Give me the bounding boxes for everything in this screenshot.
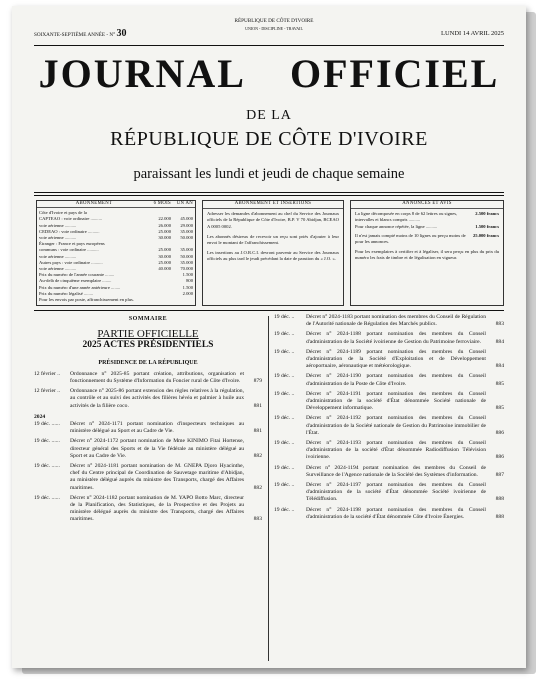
entry-text: Décret n° 2024-1197 portant nomination des membres du Conseil d'administration de la société d'État dénommée Société ivoirienne de Télédiffusion.: [306, 482, 486, 503]
de-la: DE LA: [246, 108, 292, 123]
entry-date: 19 déc. ......: [34, 463, 60, 470]
tarif-unan: 70.000: [180, 266, 193, 272]
annonces-price3: 25.000 francs: [472, 232, 499, 238]
annonces-heading: ANNONCES ET AVIS: [351, 201, 503, 209]
tarif-unan: 1.500: [182, 272, 193, 278]
journal-title: [34, 48, 504, 100]
entry-date: 19 déc. ..: [274, 390, 295, 397]
tarif-label: communs : voie ordinaire ..........: [39, 247, 99, 253]
issue-no: 30: [116, 28, 127, 39]
entry-date: 12 février ..: [34, 370, 61, 377]
partie-officielle: PARTIE OFFICIELLE: [97, 328, 199, 341]
annonces-p3b: pour les annonces.: [355, 239, 390, 245]
tarif-unan: 1.500: [182, 284, 193, 290]
sommaire-entry: [34, 495, 262, 524]
entry-text: Décret n° 2024-1194 portant nomination des membres du Conseil de Surveillance de l'Agence nationale de la Société des Systèmes d'information.: [306, 464, 486, 478]
republic-block: [194, 18, 354, 32]
insertions-p2: Les abonnés désireux de recevoir un reçu sont priés d'ajouter à leur envoi le montant de l'affranchissement.: [207, 233, 339, 246]
entry-text: Décret n° 2024-1181 portant nomination de M. GNEPA Djoro Hyacinthe, chef du Centre principal de Coordination de Sauvetage maritime d'Abidjan, au ministère délégué auprès du ministre des Transports, chargé des Affaires maritimes.: [70, 463, 244, 491]
republic-name: RÉPUBLIQUE DE CÔTE D'IVOIRE: [234, 18, 314, 24]
entry-date: 19 déc. ......: [34, 421, 60, 428]
sommaire-entry: [34, 388, 262, 410]
divider: [34, 45, 504, 46]
issue-date: LUNDI 14 AVRIL 2025: [440, 30, 504, 37]
sommaire-right-column: [274, 314, 504, 524]
sommaire-entry: [34, 371, 262, 385]
entry-page: 886: [495, 429, 504, 436]
sommaire-entry: [274, 507, 504, 521]
title-word-2: OFFICIEL: [289, 51, 500, 96]
entry-page: 888: [495, 496, 504, 503]
issue-number: [34, 28, 126, 39]
sommaire-label: SOMMAIRE: [128, 316, 168, 322]
issue-label: SOIXANTE-SEPTIÈME ANNÉE - N°: [34, 32, 116, 38]
entry-date: 19 déc. ......: [34, 494, 60, 501]
entry-date: 19 déc. ..: [274, 314, 295, 320]
actes-presidentiels: 2025 ACTES PRÉSIDENTIELS: [82, 340, 214, 351]
tarif-label: Côte d'Ivoire et pays de la: [39, 210, 87, 216]
entry-date: 19 déc. ..: [274, 373, 295, 380]
entry-page: 887: [495, 471, 504, 478]
entry-text: Décret n° 2024-1171 portant nomination d'inspecteurs techniques au ministère délégué au Sport et au Cadre de Vie.: [70, 421, 244, 435]
annonces-p1: La ligne décomposée en corps 8 de 62 lettres ou signes, intervalles et blancs compris ..........: [355, 211, 458, 223]
annonces-box: [350, 200, 504, 306]
tarif-label: Prix du numéro d'une année antérieure ........: [39, 284, 121, 290]
tarif-unan: 50.000: [180, 253, 193, 259]
entry-text: Décret n° 2024-1191 portant nomination des membres du Conseil d'administration de la société d'État dénommée Société nationale de Développement informatique.: [306, 390, 486, 412]
tarif-unan: 29.000: [180, 222, 193, 228]
col-6mois: 6 MOIS: [153, 201, 171, 206]
sommaire-entry: [274, 373, 504, 387]
tarif-unan: 2.000: [182, 290, 193, 296]
annonces-price2: 1.500 francs: [475, 223, 499, 229]
entry-page: 881: [253, 402, 262, 409]
entry-date: 19 déc. ..: [274, 482, 295, 489]
entry-page: 888: [495, 513, 504, 520]
tarif-label: Prix du numéro légalisé ........: [39, 290, 94, 296]
tarif-label: Étranger : France et pays européens: [39, 241, 105, 247]
entry-date: 19 déc. ......: [34, 438, 60, 445]
tarif-6mois: 25.000: [158, 228, 171, 234]
entry-text: Ordonnance n° 2025-85 portant création, attributions, organisation et fonctionnement du Système d'Information du Foncier rural de Côte d'Ivoire.: [70, 370, 244, 385]
tarif-unan: 35.000: [180, 228, 193, 234]
motto: UNION - DISCIPLINE - TRAVAIL: [245, 26, 303, 31]
tarif-6mois: 25.000: [158, 259, 171, 265]
entry-page: 884: [495, 338, 504, 345]
tarif-label: voie aérienne ..........: [39, 253, 77, 259]
insertions-p1: Adresser les demandes d'abonnement au chef du Service des Journaux officiels de la République de Côte d'Ivoire, B.P. V 70 Abidjan, BCEAO A 0005 0002.: [207, 211, 339, 229]
entry-page: 879: [253, 378, 262, 385]
tarif-6mois: 22.000: [158, 216, 171, 222]
tarif-unan: 50.000: [180, 235, 193, 241]
entry-date: 19 déc. ..: [274, 440, 295, 447]
sommaire-entry: [274, 415, 504, 437]
tarif-label: CAPTEAO : voie ordinaire ..........: [39, 216, 103, 222]
entry-page: 882: [253, 484, 262, 491]
annonces-p4: Pour les exemplaires à certifier et à légaliser, il sera perçu en plus du prix du numéro les frais de timbre et de légalisation en vigueur.: [355, 249, 499, 261]
entry-page: 884: [495, 363, 504, 370]
entry-text: Décret n° 2024-1190 portant nomination des membres du Conseil d'administration de la Poste de Côte d'Ivoire.: [306, 373, 486, 387]
year-2024: 2024: [34, 413, 46, 420]
divider: [34, 310, 504, 311]
entry-text: Décret n° 2024-1183 portant nomination des membres du Conseil de Régulation de l'Autorité nationale de Régulation des Marchés publics.: [306, 314, 486, 328]
tarif-6mois: 30.000: [158, 253, 171, 259]
abonnement-header: [37, 201, 195, 208]
entry-text: Décret n° 2024-1198 portant nomination des membres du Conseil d'administration de la société d'État dénommée Côte d'Ivoire Énergies.: [306, 506, 486, 520]
sommaire-entry: [274, 349, 504, 371]
journal-cover: [12, 6, 526, 668]
annonces-price-1: [351, 211, 503, 223]
tarif-label: Prix du numéro de l'année courante ........: [39, 272, 115, 278]
tarif-label: voie aérienne ..........: [39, 235, 77, 241]
tarif-unan: [171, 297, 193, 303]
sommaire-entry: [34, 421, 262, 435]
entry-page: 881: [253, 428, 262, 435]
entry-page: 886: [495, 454, 504, 461]
tarif-label: Autres pays : voie ordinaire ..........: [39, 259, 103, 265]
sommaire-entry: [274, 440, 504, 462]
sommaire-entry: [34, 463, 262, 492]
tarif-6mois: 40.000: [158, 266, 171, 272]
tarif-label: voie aérienne ..........: [39, 266, 77, 272]
entry-page: 882: [253, 452, 262, 459]
parution-text: paraissant les lundi et jeudi de chaque semaine: [133, 166, 405, 182]
entry-text: Décret n° 2024-1192 portant nomination des membres du Conseil d'administration de la Société nationale de Gestion du Patrimoine immobilier de l'État.: [306, 415, 486, 436]
entry-page: 885: [495, 405, 504, 412]
entry-date: 19 déc. ..: [274, 348, 295, 355]
entry-date: 19 déc. ..: [274, 506, 295, 513]
entry-text: Décret n° 2024-1193 portant nomination des membres du Conseil d'administration de la société d'État dénommée Radiodiffusion Télévision ivoirienne.: [306, 440, 486, 461]
tarif-6mois: 30.000: [158, 235, 171, 241]
entry-date: 12 février ..: [34, 388, 61, 395]
entry-page: 883: [495, 321, 504, 328]
republique-title: RÉPUBLIQUE DE CÔTE D'IVOIRE: [110, 128, 428, 150]
abonnement-heading: ABONNEMENT: [75, 201, 113, 206]
entry-text: Décret n° 2024-1189 portant nomination des membres du Conseil d'administration de la Société d'Exploitation et de Développement aéroportuaire, aéronautique et météorologique.: [306, 348, 486, 370]
entry-date: 19 déc. ..: [274, 415, 295, 422]
annonces-price-2: [351, 224, 503, 230]
entry-text: Décret n° 2024-1188 portant nomination des membres du Conseil d'administration de la Société ivoirienne de Gestion du Patrimoine ferroviaire.: [306, 331, 486, 345]
entry-date: 19 déc. ..: [274, 464, 295, 471]
annonces-p2: Pour chaque annonce répétée, la ligne ..........: [355, 223, 438, 229]
tarif-6mois: 25.000: [158, 247, 171, 253]
tarif-unan: 45.000: [180, 216, 193, 222]
entry-text: Ordonnance n° 2025-86 portant extension des règles relatives à la régulation, au contrôle et au suivi des activités des filières hévéa et palmier à huile aux activités de la filière coco.: [70, 388, 244, 409]
insertions-p3: Les insertions au J.O.R.C.I. devront parvenir au Service des Journaux officiels au plus tard le jeudi précédant la date de parution du « J.O. ».: [207, 250, 339, 262]
entry-date: 19 déc. ..: [274, 331, 295, 338]
sommaire-entry: [274, 331, 504, 345]
presidence-heading: PRÉSIDENCE DE LA RÉPUBLIQUE: [98, 359, 198, 366]
entry-page: 885: [495, 380, 504, 387]
annonces-price1: 2.500 francs: [475, 211, 499, 217]
col-unan: UN AN: [176, 201, 193, 206]
entry-page: 883: [253, 516, 262, 523]
entry-text: Décret n° 2024-1182 portant nomination de M. YAPO Botto Marc, directeur de la Planification, des Statistiques, de la Prospective et des Projets au ministère délégué auprès du ministre des Transports, chargé des Affaires maritimes.: [70, 494, 244, 523]
tarif-label: Pour les envois par poste, affranchissement en plus.: [39, 297, 134, 303]
insertions-box: [202, 200, 344, 306]
sommaire-left-column: [34, 314, 262, 527]
divider: [34, 195, 504, 196]
abonnement-box: [36, 200, 196, 306]
tarif-unan: 800: [186, 278, 193, 284]
sommaire-entry: [274, 465, 504, 479]
insertions-heading: ABONNEMENT ET INSERTIONS: [203, 201, 343, 209]
masthead-top: [34, 16, 504, 42]
title-word-1: JOURNAL: [38, 51, 246, 96]
tarif-unan: 35.000: [180, 247, 193, 253]
tarif-label: Au-delà de cinquième exemplaire ........: [39, 278, 112, 284]
tarif-6mois: [149, 297, 171, 303]
sommaire-entry: [34, 438, 262, 460]
annonces-p3: Il n'est jamais compté moins de 10 lignes ou perçu moins de: [355, 232, 466, 238]
tarif-6mois: 26.000: [158, 222, 171, 228]
tarif-label: CEDEAO : voie ordinaire ..........: [39, 228, 100, 234]
tarif-label: voie aérienne ..........: [39, 222, 77, 228]
tarif-row: [37, 297, 195, 303]
entry-text: Décret n° 2024-1172 portant nomination de Mme KINIMO Fitai Hortense, directeur général des Sports et de la Vie fédérale au ministère délégué au Sport et au Cadre de Vie.: [70, 438, 244, 459]
divider: [34, 192, 504, 193]
sommaire-entry: [274, 391, 504, 413]
sommaire-entry: [274, 314, 504, 328]
sommaire-entry: [274, 482, 504, 504]
column-separator: [268, 316, 269, 661]
tarif-unan: 35.000: [180, 259, 193, 265]
